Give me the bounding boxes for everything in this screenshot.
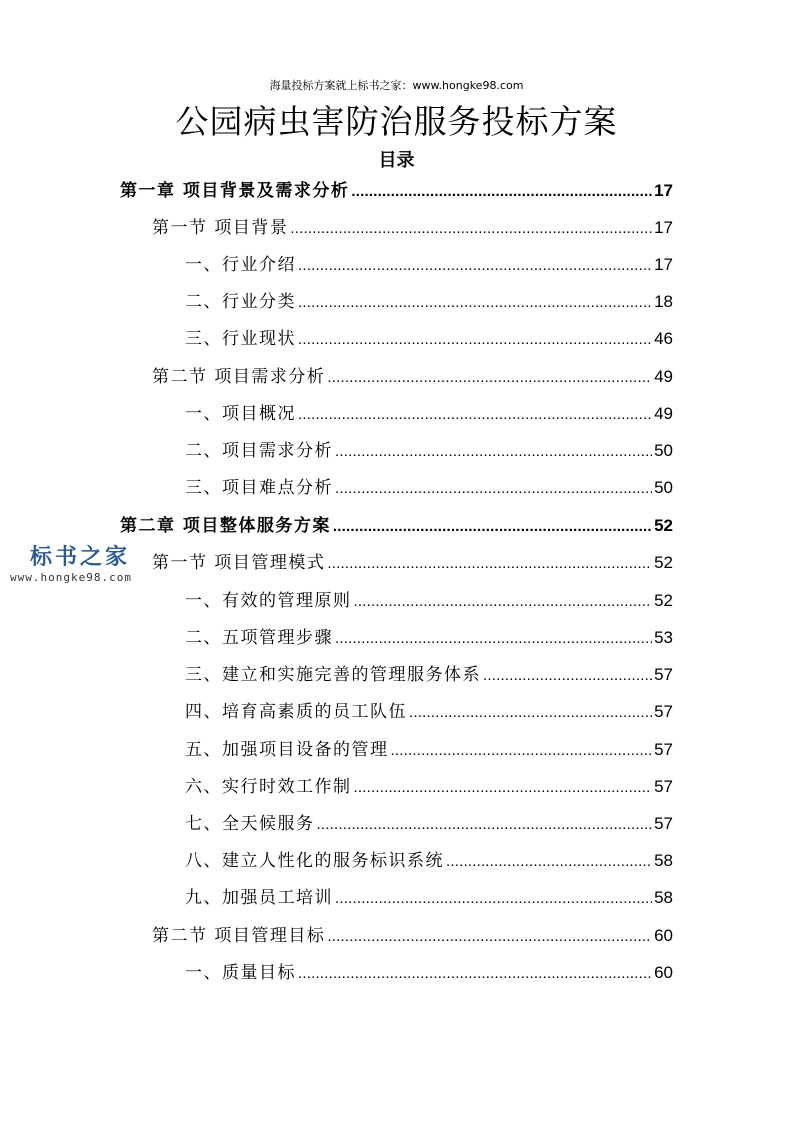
watermark-url: www.hongke98.com	[10, 571, 132, 584]
toc-entry[interactable]	[185, 735, 673, 763]
toc-entry-page: 57	[654, 740, 673, 759]
toc-leader-dots	[327, 928, 652, 945]
toc-entry-label: 八、建立人性化的服务标识系统	[185, 851, 444, 871]
toc-entry[interactable]	[185, 324, 673, 352]
toc-entry[interactable]	[185, 287, 673, 315]
toc-entry[interactable]	[185, 958, 673, 986]
toc-entry-page: 58	[654, 888, 673, 907]
toc-leader-dots	[391, 742, 653, 759]
toc-leader-dots	[298, 331, 652, 348]
toc-entry-page: 57	[654, 702, 673, 721]
toc-entry-label: 第二节 项目管理目标	[152, 926, 326, 946]
document-title: 公园病虫害防治服务投标方案	[175, 102, 618, 141]
toc-entry-page: 50	[654, 441, 673, 460]
toc-entry-page: 49	[654, 367, 673, 386]
toc-entry-label: 二、五项管理步骤	[185, 628, 333, 648]
toc-entry-label: 一、项目概况	[185, 404, 296, 424]
toc-leader-dots	[298, 965, 652, 982]
toc-entry-page: 52	[654, 553, 673, 572]
toc-leader-dots	[327, 369, 652, 386]
toc-leader-dots	[351, 183, 652, 200]
toc-entry-page: 57	[654, 665, 673, 684]
toc-entry[interactable]	[185, 399, 673, 427]
toc-entry[interactable]	[120, 511, 673, 539]
header-note: 海量投标方案就上标书之家：www.hongke98.com	[269, 79, 524, 92]
watermark	[10, 540, 132, 584]
toc-entry[interactable]	[185, 660, 673, 688]
toc-leader-dots	[483, 667, 652, 684]
toc-entry[interactable]	[185, 436, 673, 464]
toc-entry-label: 一、质量目标	[185, 963, 296, 983]
toc-entry-page: 49	[654, 404, 673, 423]
toc-entry-label: 一、行业介绍	[185, 255, 296, 275]
toc-entry-page: 52	[654, 516, 673, 535]
toc-entry-page: 60	[654, 963, 673, 982]
toc-entry-label: 九、加强员工培训	[185, 888, 333, 908]
toc-entry[interactable]	[185, 772, 673, 800]
toc-leader-dots	[317, 816, 653, 833]
toc-entry[interactable]	[185, 623, 673, 651]
toc-leader-dots	[335, 630, 652, 647]
toc-entry-label: 三、建立和实施完善的管理服务体系	[185, 665, 481, 685]
toc-entry[interactable]	[185, 883, 673, 911]
toc-entry[interactable]	[152, 362, 673, 390]
toc-entry-label: 第二章 项目整体服务方案	[120, 516, 331, 536]
toc-leader-dots	[354, 593, 653, 610]
toc-entry-page: 17	[654, 181, 673, 200]
toc-leader-dots	[298, 406, 652, 423]
toc-leader-dots	[446, 853, 652, 870]
watermark-logo: 标书之家	[30, 545, 131, 570]
toc-entry-page: 58	[654, 851, 673, 870]
toc-leader-dots	[327, 555, 652, 572]
toc-leader-dots	[335, 890, 652, 907]
toc-leader-dots	[290, 220, 652, 237]
toc-entry-page: 60	[654, 926, 673, 945]
toc-entry[interactable]	[152, 921, 673, 949]
toc-entry-page: 18	[654, 292, 673, 311]
toc-entry-page: 46	[654, 329, 673, 348]
toc-entry-label: 七、全天候服务	[185, 814, 315, 834]
toc-leader-dots	[333, 518, 652, 535]
toc-entry-page: 52	[654, 591, 673, 610]
toc-entry-label: 第一章 项目背景及需求分析	[120, 181, 350, 201]
toc-leader-dots	[335, 443, 652, 460]
toc-leader-dots	[409, 704, 652, 721]
toc-entry-label: 第一节 项目管理模式	[152, 553, 326, 573]
toc-entry-label: 五、加强项目设备的管理	[185, 740, 389, 760]
toc-entry[interactable]	[152, 548, 673, 576]
toc-leader-dots	[354, 779, 653, 796]
toc-entry-label: 四、培育高素质的员工队伍	[185, 702, 407, 722]
toc-entry[interactable]	[185, 809, 673, 837]
toc-entry[interactable]	[185, 846, 673, 874]
toc-entry-label: 二、行业分类	[185, 292, 296, 312]
toc-entry-label: 三、行业现状	[185, 329, 296, 349]
toc-entry-page: 50	[654, 478, 673, 497]
toc-entry-label: 三、项目难点分析	[185, 478, 333, 498]
toc-entry-label: 第二节 项目需求分析	[152, 367, 326, 387]
toc-entry-page: 17	[654, 255, 673, 274]
toc-leader-dots	[335, 480, 652, 497]
toc-entry-label: 一、有效的管理原则	[185, 591, 352, 611]
toc-entry[interactable]	[185, 697, 673, 725]
toc-entry[interactable]	[185, 586, 673, 614]
toc-entry[interactable]	[185, 473, 673, 501]
toc-entry-label: 第一节 项目背景	[152, 218, 289, 238]
toc-entry-page: 57	[654, 777, 673, 796]
toc-entry[interactable]	[120, 176, 673, 204]
toc-entry-page: 53	[654, 628, 673, 647]
toc-entry-page: 17	[654, 218, 673, 237]
toc-entry[interactable]	[152, 213, 673, 241]
toc-leader-dots	[298, 257, 652, 274]
toc-entry[interactable]	[185, 250, 673, 278]
toc-entry-label: 六、实行时效工作制	[185, 777, 352, 797]
toc-heading: 目录	[378, 150, 415, 171]
toc-entry-label: 二、项目需求分析	[185, 441, 333, 461]
toc-leader-dots	[298, 294, 652, 311]
toc-entry-page: 57	[654, 814, 673, 833]
